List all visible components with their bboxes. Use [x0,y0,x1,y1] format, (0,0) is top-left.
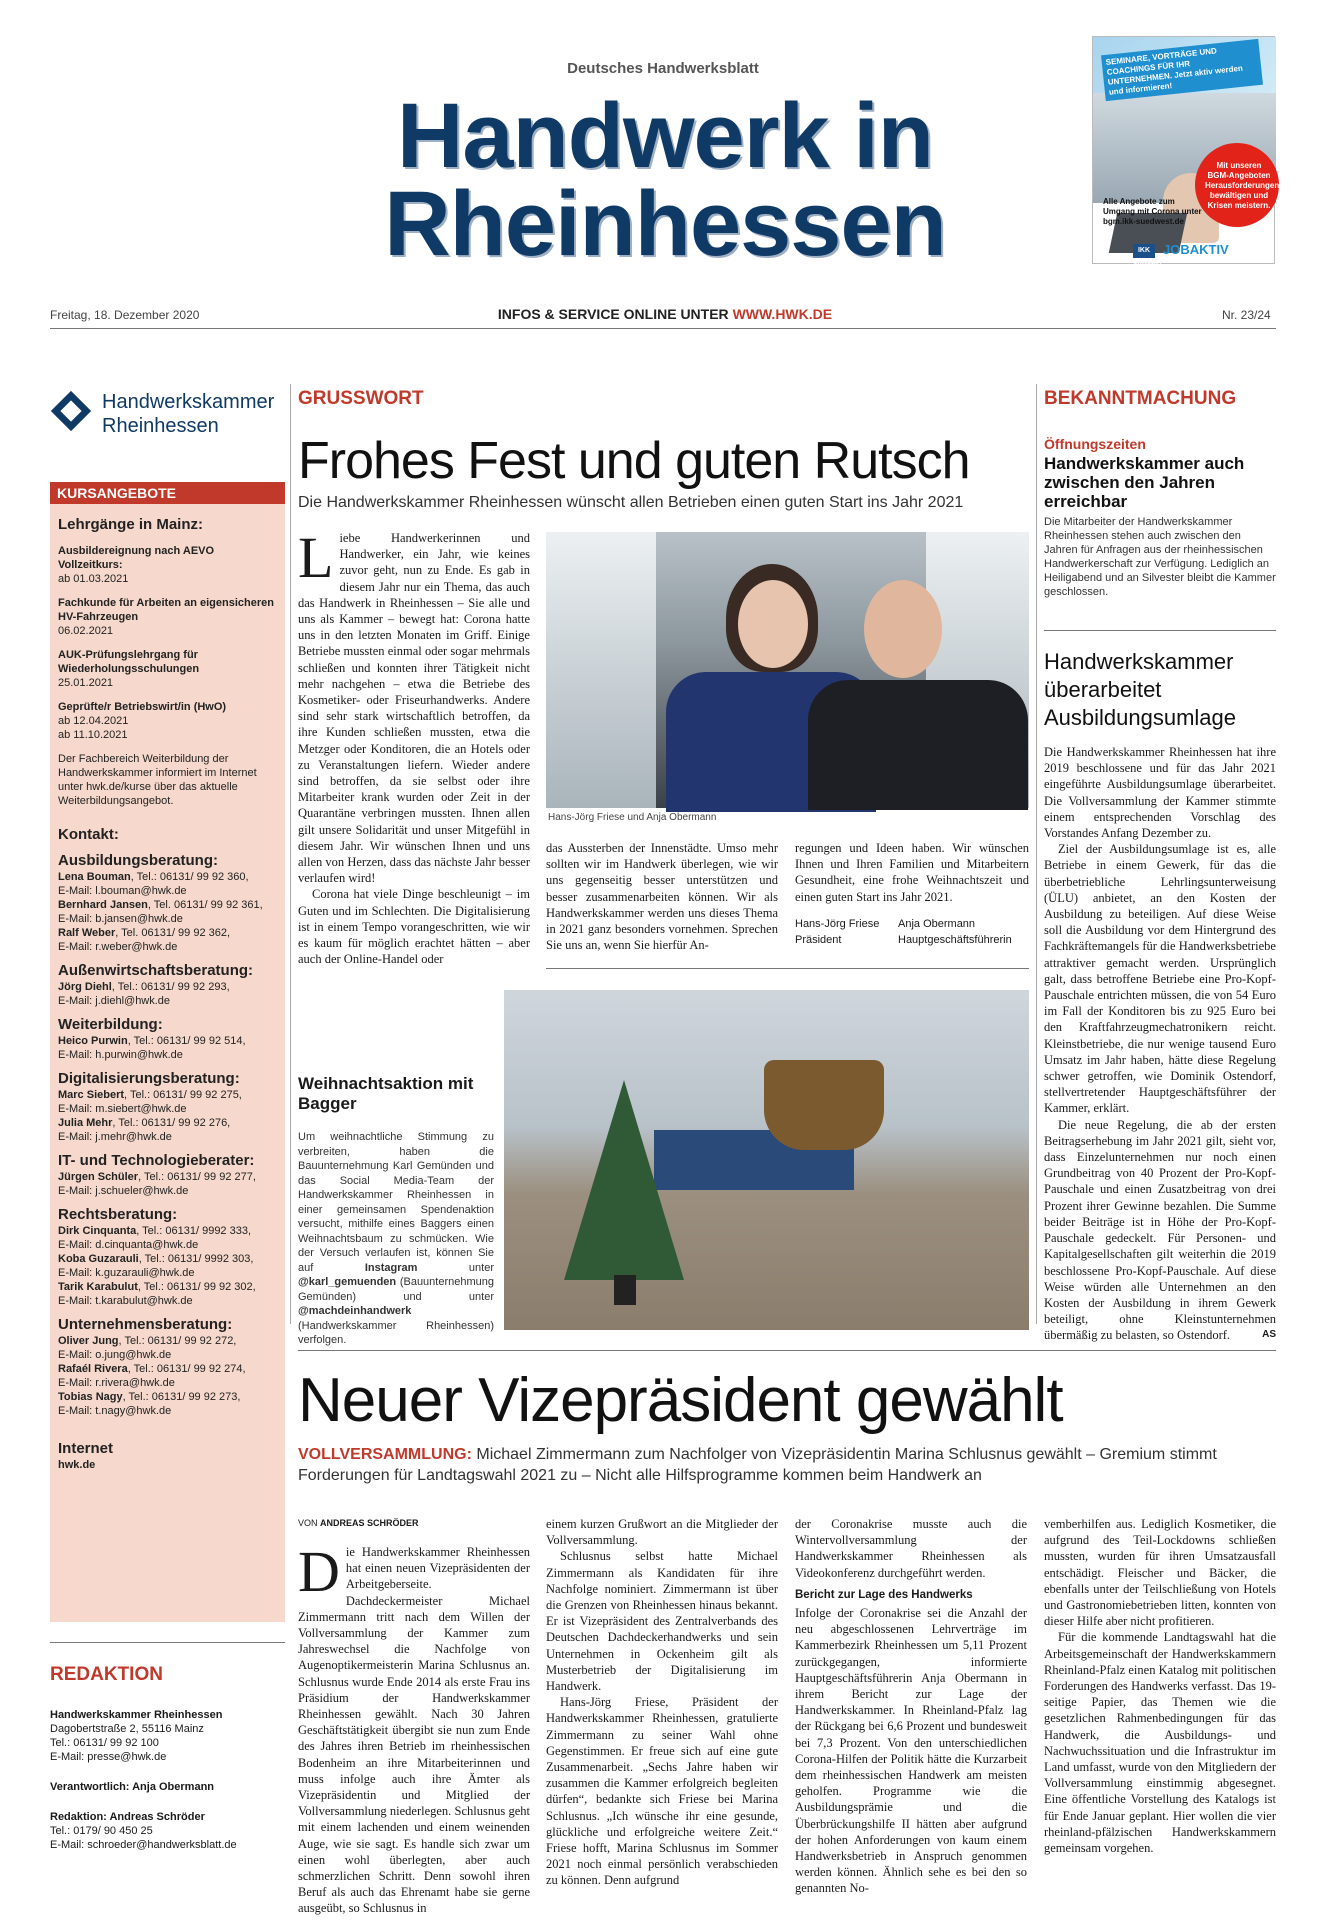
masthead-line2: Rheinhessen [384,173,946,275]
logo-line1: Handwerkskammer [102,391,275,413]
contact-email[interactable]: E-Mail: r.rivera@hwk.de [58,1377,175,1389]
vize-col1-text: ie Handwerkskammer Rheinhessen hat einen neuen Vizepräsidenten der Arbeitgeberseite. Dachdeckermeister Michael Zimmermann tritt nach dem Willen der Vollversammlung der Kammer zum Jahreswechsel die Nachfolge von Augenoptikermeisterin Marina Schlusnus an. Schlusnus wurde Ende 2014 als erste Frau ins Präsidium der Handwerkskammer Rheinhessen gewählt. Nach 30 Jahren Geschäftstätigkeit übergibt sie nun zum Ende des Jahres ihren Betrieb im rheinhessischen Bodenheim an ihre Mitarbeiterinnen und muss infolge auch ihre Ämter als Vizepräsidentin und Mitglied der Vollversammlung niederlegen. Schlusnus geht mit einem lachenden und einem weinenden Auge, wie sie sagt. Es handle sich zwar um einen wohl überlegten, aber auch schmerzlichen Schritt. Denn sowohl ihren Beruf als auch das Ehrenamt habe sie gerne ausgeübt, so Schlusnus in [298,1545,530,1916]
contact-email[interactable]: E-Mail: j.schueler@hwk.de [58,1185,189,1197]
contact-name: Marc Siebert [58,1089,125,1101]
oeffnungszeiten-headline: Handwerkskammer auch zwischen den Jahren erreichbar [1044,454,1245,511]
vize-col2-p2: Schlusnus selbst hatte Michael Zimmermann als Kandidaten für ihre Nachfolge nominiert. Zimmermann ist über die Grenzen von Rheinhessen hinaus bekannt. Er ist Vizepräsident des Zentralverbands des Deutschen Dachdeckerhandwerks und sein Unternehmen in Ockenheim gilt als Musterbetrieb der Digitalisierung im Handwerk. [546,1549,778,1694]
vize-subline-text: Michael Zimmermann zum Nachfolger von Vizepräsidentin Marina Schlusnus gewählt – Gremium stimmt Forderungen für Landtagswahl 2021 zu – Nicht alle Hilfsprogramme kommen beim Handwerk an [298,1446,1217,1484]
oeffnungszeiten-text: Die Mitarbeiter der Handwerkskammer Rheinhessen stehen auch zwischen den Jahren für Anfragen aus der rheinhessischen Handwerkerschaft zur Verfügung. Lediglich an Heiligabend und an Silvester bleibt die Kammer geschlossen. [1044,516,1276,598]
vize-col2-p3: Hans-Jörg Friese, Präsident der Handwerkskammer Rheinhessen, gratulierte Zimmermann zu seiner Wahl ohne Gegenstimmen. Er freue sich auf eine gute Zusammenarbeit. „Sechs Jahre haben wir zusammen die Kammer erfolgreich begleiten dürfen“, bedankte sich Friese bei Marina Schlusnus. „Ich wünsche ihr eine gesunde, glückliche und erfolgreiche weitere Zeit.“ Friese hofft, Marina Schlusnus im Sommer 2021 noch einmal persönlich verabschieden zu können. Denn aufgrund [546,1695,778,1888]
contact-name: Ralf Weber [58,927,116,939]
contact-name: Heico Purwin [58,1035,128,1047]
course-name: Fachkunde für Arbeiten an eigensicheren HV-Fahrzeugen [58,597,274,623]
redaktion-responsible: Verantwortlich: Anja Obermann [50,1781,215,1793]
vize-top-divider [298,1350,1276,1351]
contact-area: Digitalisierungsberatung: [58,1070,240,1087]
masthead-title [300,85,1030,275]
umlage-p2: Ziel der Ausbildungsumlage ist es, alle Betriebe in einem Gewerk, für das die überbetriebliche Lehrlingsunterweisung (ÜLU) anbietet, an den Kosten der Ausbildung zu beteiligen. Auf diese Weise soll die Ausbildung vor dem Hintergrund des Fachkräftemangels für die Handwerksbetriebe attraktiver gemacht werden. Ursprünglich galt, dass betroffene Betriebe eine Pro-Kopf-Pauschale entrichten müssen, die von 54 Euro im Fall der Konditoren bis zu 925 Euro bei den Kraftfahrzeugmechatronikern reicht. Kleinstbetriebe, die nur wenige tausend Euro Umsatz im Jahr haben, hätte diese Regelung schwer getroffen, wie Dominik Ostendorf, stellvertretender Hauptgeschäftsführer der Kammer, erklärt. [1044,842,1276,1116]
contact-email[interactable]: E-Mail: t.nagy@hwk.de [58,1405,172,1417]
redaktion-address: Dagobertstraße 2, 55116 Mainz [50,1723,204,1735]
course-date: ab 01.03.2021 [58,573,129,585]
redaktion-divider [50,1642,285,1643]
issue-number: Nr. 23/24 [1222,308,1271,322]
contact-email[interactable]: E-Mail: m.siebert@hwk.de [58,1103,187,1115]
sidebar-heading: KURSANGEBOTE [50,482,285,504]
contact-person: Jörg Diehl, Tel.: 06131/ 99 92 293, [58,981,230,993]
vize-subline [298,1444,1276,1486]
contact-email[interactable]: E-Mail: h.purwin@hwk.de [58,1049,183,1061]
redaktion-box [50,1664,285,1852]
oeffnungszeiten-notice [1044,436,1276,599]
contact-person: Lena Bouman, Tel.: 06131/ 99 92 360, [58,871,249,883]
contact-area: IT- und Technologieberater: [58,1152,255,1169]
course-date: 25.01.2021 [58,677,114,689]
contact-name: Jürgen Schüler [58,1171,139,1183]
contact-email[interactable]: E-Mail: k.guzarauli@hwk.de [58,1267,195,1279]
vize-headline: Neuer Vizepräsident gewählt [298,1366,1063,1435]
grusswort-dropcap: L [298,525,334,590]
redaktion-editor-mail[interactable]: E-Mail: schroeder@handwerksblatt.de [50,1839,237,1851]
grusswort-bottom-divider [546,968,1029,969]
machdeinhandwerk-handle[interactable]: @machdeinhandwerk [298,1305,412,1317]
umlage-p3-text: Die neue Regelung, die ab der ersten Beitragserhebung im Jahr 2021 gilt, sieht vor, dass Einzelunternehmen nur noch einen Grundbeitrag von 40 Prozent der Pro-Kopf-Pauschale und einen Zusatzbeitrag von drei Prozent ihrer Gewinne bezahlen. Die Summe beider Beiträge ist in Höhe der Pro-Kopf-Pauschale gedeckelt. Für Personen- und Kapitalgesellschaften gilt weiterhin die 2019 beschlossene Pro-Kopf-Pauschale. Auf diese Weise würden alle Unternehmen an den Kosten der Ausbildung in ihrem Gewerk beteiligt, ohne Kleinstunternehmen übermäßig zu belasten, so Ostendorf. [1044,1117,1276,1343]
course-name: AUK-Prüfungslehrgang für Wiederholungsschulungen [58,649,200,675]
contact-name: Tobias Nagy [58,1391,123,1403]
grusswort-headline: Frohes Fest und guten Rutsch [298,432,970,490]
umlage-text [1044,744,1276,1344]
contact-email[interactable]: E-Mail: d.cinquanta@hwk.de [58,1239,199,1251]
vize-col2-p1: einem kurzen Grußwort an die Mitglieder der Vollversammlung. [546,1517,778,1548]
christmas-tree-shape [564,1080,684,1280]
course-item[interactable] [58,544,280,586]
vize-col4 [1044,1516,1276,1856]
vize-col3-p2: Infolge der Coronakrise sei die Anzahl der neu abgeschlossenen Lehrverträge im Kammerbezirk Rheinhessen um 5,11 Prozent zurückgegangen, informierte Hauptgeschäftsführerin Anja Obermann in ihrem Bericht zur Lage der Handwerkskammer. In Rheinland-Pfalz lag der Rückgang bei 6,6 Prozent und bundesweit bei 7,3 Prozent. Von den unterschiedlichen Corona-Hilfen der Politik hätte die Kurzarbeit dem rheinhessischen Handwerk am meisten geholfen. Programme wie die Ausbildungsprämie und die Überbrückungshilfe II hätten aber aufgrund der hohen Anforderungen von kaum einem Handwerksbetrieb in Anspruch genommen werden können. Ähnlich sehe es bei den so genannten No- [795,1606,1027,1896]
contact-name: Tarik Karabulut [58,1281,138,1293]
contact-person: Jürgen Schüler, Tel.: 06131/ 99 92 277, [58,1171,256,1183]
ikk-advertisement[interactable] [1092,36,1280,268]
contact-name: Dirk Cinquanta [58,1225,137,1237]
friese-obermann-photo [546,532,1029,808]
ad-text: Alle Angebote zum Umgang mit Corona unter bgm.ikk-suedwest.de [1103,197,1202,226]
umlage-p1: Die Handwerkskammer Rheinhessen hat ihre 2019 beschlossene und für das Jahr 2021 eingeführte Ausbildungsumlage überarbeitet. Die Vollversammlung der Kammer stimmte einem entsprechenden Vorschlag des Vorstandes Anfang Dezember zu. [1044,745,1276,841]
grusswort-col2: das Aussterben der Innenstädte. Umso mehr sollten wir im Handwerk überlegen, wie wir uns gegenseitig besser unterstützen und besser zusammenarbeiten können. Wir als Handwerkskammer werden uns dieses Thema in 2021 ganz besonders vornehmen. Sprechen Sie uns an, wenn Sie hierfür An- [546,841,778,953]
contact-area: Ausbildungsberatung: [58,852,218,869]
bagger-text-mid1: unter [417,1261,494,1274]
course-name: Ausbildereignung nach AEVO Vollzeitkurs: [58,545,215,571]
redaktion-title: REDAKTION [50,1664,163,1685]
course-item[interactable] [58,700,280,742]
course-item[interactable] [58,596,280,638]
grusswort-col1-text: iebe Handwerkerinnen und Handwerker, ein Jahr, wie keines zuvor geht, nun zu Ende. Es gab in diesem Jahr nur ein Thema, das auch das Handwerk in Rheinhessen – Sie alle und uns als Kammer – bewegt hat: Corona hatte uns in den letzten Monaten im Griff. Einige Betriebe mussten einmal oder sogar mehrmals schließen und konnten ihrer Tätigkeit nicht mehr nachgehen – etwa die Betriebe des Kosmetiker- oder Friseurhandwerks. Andere sind sehr stark wirtschaftlich betroffen, da ihre Kunden schließen mussten, etwa die Metzger oder Konditoren, die an Hotels oder zu Veranstaltungen liefern. Wieder andere sind betroffen, da sie selbst oder ihre Mitarbeiter krank wurden oder Zeit in der Quarantäne verbringen mussten. Ihnen allen gilt unsere Solidarität und unser Mitgefühl in diesem Jahr. Wir wünschen Ihnen und uns allen von Herzen, dass das nächste Jahr besser verlaufen wird! [298,531,530,886]
vize-col3-p1: der Coronakrise musste auch die Wintervollversammlung der Handwerkskammer Rheinhessen als Videokonferenz durchgeführt werden. [795,1517,1027,1580]
course-name: Geprüfte/r Betriebswirt/in (HwO) [58,701,227,713]
contact-title: Kontakt: [58,826,119,843]
grusswort-photo-caption: Hans-Jörg Friese und Anja Obermann [548,812,717,823]
contact-person: Rafaél Rivera, Tel.: 06131/ 99 92 274, [58,1363,246,1375]
contact-email[interactable]: E-Mail: j.mehr@hwk.de [58,1131,172,1143]
contact-email[interactable]: E-Mail: b.jansen@hwk.de [58,913,183,925]
grusswort-col3: regungen und Ideen haben. Wir wünschen Ihnen und Ihren Familien und Mitarbeitern Gesundheit, eine frohe Weihnachtszeit und einen guten Start ins Jahr 2021. [795,841,1029,904]
column-divider-right [1036,384,1037,1324]
contact-name: Jörg Diehl [58,981,112,993]
redaktion-org: Handwerkskammer Rheinhessen [50,1709,223,1721]
info-prefix: INFOS & SERVICE ONLINE UNTER [497,306,729,322]
bagger-text-mid2: (Bauunternehmung Gemünden) und unter [298,1276,494,1303]
contact-area: Rechtsberatung: [58,1206,178,1223]
instagram-link[interactable]: Instagram [364,1261,418,1274]
courses-title: Lehrgänge in Mainz: [58,516,204,533]
grusswort-subline: Die Handwerkskammer Rheinhessen wünscht allen Betrieben einen guten Start ins Jahr 2021 [298,494,964,511]
contact-area: Weiterbildung: [58,1016,163,1033]
umlage-headline: Handwerkskammer überarbeitet Ausbildungsumlage [1044,649,1237,730]
vize-col2 [546,1516,778,1889]
jobaktiv-logo: JOBAKTIV [1163,242,1229,257]
bagger-christmas-tree-photo [504,990,1029,1330]
sig2-name: Anja Obermann [898,918,976,930]
contact-name: Julia Mehr [58,1117,113,1129]
excavator-bucket-shape [764,1060,884,1150]
contact-person: Julia Mehr, Tel.: 06131/ 99 92 276, [58,1117,231,1129]
signature-obermann [898,916,1012,948]
contact-email[interactable]: E-Mail: o.jung@hwk.de [58,1349,172,1361]
contact-person: Bernhard Jansen, Tel. 06131/ 99 92 361, [58,899,263,911]
contact-area: Außenwirtschaftsberatung: [58,962,254,979]
vize-dropcap: D [298,1539,340,1604]
website-link[interactable]: WWW.HWK.DE [732,306,833,322]
contact-name: Koba Guzarauli [58,1253,139,1265]
info-line [300,306,1030,322]
contact-name: Bernhard Jansen [58,899,148,911]
courses-note: Der Fachbereich Weiterbildung der Handwerkskammer informiert im Internet unter hwk.de/kurse über das aktuelle Weiterbildungsangebot. [58,753,257,807]
ad-logos [1133,242,1229,268]
vize-byline [298,1518,419,1528]
ad-circle: Mit unseren BGM-Angeboten Herausforderungen bewältigen und Krisen meistern. [1195,143,1279,227]
bagger-headline: Weihnachtsaktion mit Bagger [298,1074,474,1113]
vize-col4-p1: vemberhilfen aus. Lediglich Kosmetiker, die aufgrund des Teil-Lockdowns schließen mussten, wurden für ihren Umsatzausfall entschädigt. Fleischer und Bäcker, die ebenfalls unter der Teilschließung von Hotels und Gastronomiebetrieben litten, konnten von dieser Hilfe aber nicht profitieren. [1044,1517,1276,1629]
byline-author: ANDREAS SCHRÖDER [320,1518,419,1528]
column-divider-left [290,384,291,1324]
signature-friese [795,916,879,948]
bagger-text-post: (Handwerkskammer Rheinhessen) verfolgen. [298,1319,494,1346]
redaktion-mail[interactable]: E-Mail: presse@hwk.de [50,1751,167,1763]
contact-email[interactable]: E-Mail: t.karabulut@hwk.de [58,1295,193,1307]
contact-person: Heico Purwin, Tel.: 06131/ 99 92 514, [58,1035,246,1047]
course-list [58,544,280,742]
internet-title: Internet [58,1440,114,1457]
redaktion-tel: Tel.: 06131/ 99 92 100 [50,1737,159,1749]
contact-list [58,852,280,1418]
oeffnungszeiten-sub: Öffnungszeiten [1044,436,1146,452]
byline-prefix: VON [298,1518,318,1528]
contact-person: Dirk Cinquanta, Tel.: 06131/ 9992 333, [58,1225,252,1237]
ikk-logo-icon: IKK Südwest [1133,244,1155,258]
course-item[interactable] [58,648,280,690]
vize-col4-p2: Für die kommende Landtagswahl hat die Arbeitsgemeinschaft der Handwerkskammern Rheinland-Pfalz einen Katalog mit politischen Forderungen des Handwerks verfasst. Das 19-seitige Papier, das Themen wie die gesetzlichen Rahmenbedingungen für das Handwerk, die Ausbildungs- und Nachwuchssituation und die Infrastruktur im Land umfasst, wurde von den Mitgliedern der Vollversammlung einstimmig abgesegnet. Eine öffentliche Vorstellung des Katalogs ist für Ende Januar geplant. Hier wollen die vier rheinland-pfälzischen Handwerkskammern gemeinsam vorgehen. [1044,1630,1276,1856]
sig2-role: Hauptgeschäftsführerin [898,934,1012,946]
hwk-logo-icon [51,391,91,431]
contact-person: Marc Siebert, Tel.: 06131/ 99 92 275, [58,1089,242,1101]
contact-name: Lena Bouman [58,871,131,883]
header-divider [50,328,1276,329]
logo-line2: Rheinhessen [102,415,219,437]
contact-area: Unternehmensberatung: [58,1316,233,1333]
vize-kicker: VOLLVERSAMMLUNG: [298,1446,472,1463]
masthead-line1: Handwerk in [396,85,933,187]
contact-name: Rafaél Rivera [58,1363,128,1375]
publication-name: Deutsches Handwerksblatt [567,60,759,77]
bagger-text [298,1130,494,1348]
contact-email[interactable]: E-Mail: j.diehl@hwk.de [58,995,171,1007]
contact-person: Tobias Nagy, Tel.: 06131/ 99 92 273, [58,1391,241,1403]
grusswort-kicker: GRUSSWORT [298,388,424,409]
hwk-logo-text [102,390,274,438]
course-date: ab 12.04.2021 ab 11.10.2021 [58,715,129,741]
vize-col1 [298,1539,530,1917]
bekanntmachung-divider [1044,630,1276,631]
umlage-author: AS [1262,1329,1276,1341]
contact-person: Ralf Weber, Tel. 06131/ 99 92 362, [58,927,231,939]
redaktion-editor: Redaktion: Andreas Schröder [50,1811,205,1823]
contact-email[interactable]: E-Mail: l.bouman@hwk.de [58,885,187,897]
contact-name: Oliver Jung [58,1335,119,1347]
contact-person: Oliver Jung, Tel.: 06131/ 99 92 272, [58,1335,237,1347]
bagger-text-pre: Um weihnachtliche Stimmung zu verbreiten, haben die Bauunternehmung Karl Gemünden und das Social Media-Team der Handwerkskammer Rheinhessen in einer gemeinsamen Spendenaktion versucht, mithilfe eines Baggers einen Weihnachtsbaum zu schmücken. Wie der Versuch verlaufen ist, können Sie auf [298,1131,494,1274]
sidebar-kursangebote [50,482,285,1622]
redaktion-editor-tel: Tel.: 0179/ 90 450 25 [50,1825,153,1837]
karl-gemuenden-handle[interactable]: @karl_gemuenden [298,1276,397,1288]
bekanntmachung-kicker: BEKANNTMACHUNG [1044,388,1237,409]
contact-email[interactable]: E-Mail: r.weber@hwk.de [58,941,178,953]
course-date: 06.02.2021 [58,625,114,637]
grusswort-col1b: Corona hat viele Dinge beschleunigt – im Guten und im Schlechten. Die Digitalisierung ist in einem Tempo vorangeschritten, wie wir es kaum für möglich erachtet hätten – aber auch der Online-Handel oder [298,887,530,967]
vize-col3 [795,1516,1027,1897]
contact-person: Tarik Karabulut, Tel.: 06131/ 99 92 302, [58,1281,256,1293]
umlage-p3 [1044,1117,1276,1344]
ad-banner: SEMINARE, VORTRÄGE UND COACHINGS FÜR IHR UNTERNEHMEN. Jetzt aktiv werden und informieren! [1101,39,1263,101]
vize-col3-subhead: Bericht zur Lage des Handwerks [795,1588,973,1601]
sig1-name: Hans-Jörg Friese [795,918,880,930]
sig1-role: Präsident [795,934,842,946]
grusswort-col1 [298,525,530,967]
issue-date: Freitag, 18. Dezember 2020 [50,308,200,322]
contact-person: Koba Guzarauli, Tel.: 06131/ 9992 303, [58,1253,254,1265]
internet-link[interactable]: hwk.de [58,1459,96,1471]
